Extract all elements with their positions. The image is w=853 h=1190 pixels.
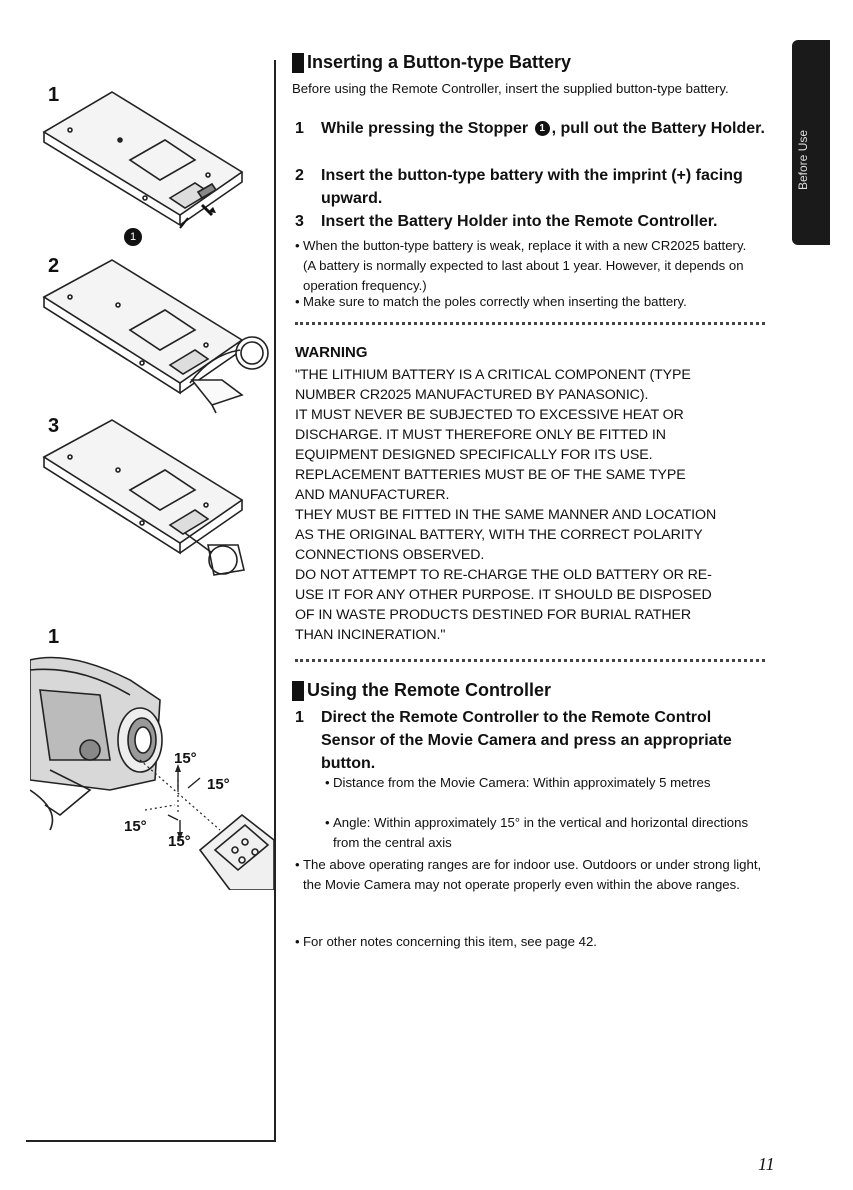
heading-marker <box>292 681 304 701</box>
subnote-distance: • Distance from the Movie Camera: Within approximately 5 metres <box>325 773 775 793</box>
stopper-callout: 1 <box>124 228 142 246</box>
angle-label-top: 15° <box>174 750 197 767</box>
note-poles: • Make sure to match the poles correctly when inserting the battery. <box>295 292 775 312</box>
warning-line: IT MUST NEVER BE SUBJECTED TO EXCESSIVE HEAT OR <box>295 407 684 423</box>
divider <box>295 659 765 662</box>
intro-paragraph: Before using the Remote Controller, insert the supplied button-type battery. <box>292 81 729 96</box>
figure-3-label: 3 <box>48 415 60 437</box>
note-text: Make sure to match the poles correctly when inserting the battery. <box>303 294 687 309</box>
warning-line: EQUIPMENT DESIGNED SPECIFICALLY FOR ITS USE. <box>295 447 653 463</box>
warning-line: USE IT FOR ANY OTHER PURPOSE. IT SHOULD BE DISPOSED <box>295 587 712 603</box>
warning-line: CONNECTIONS OBSERVED. <box>295 547 485 563</box>
section-heading-remote <box>292 680 551 701</box>
warning-line: NUMBER CR2025 MANUFACTURED BY PANASONIC). <box>295 387 649 403</box>
figure-1-label: 1 <box>48 84 60 106</box>
angle-label-right: 15° <box>207 776 230 793</box>
warning-line: DISCHARGE. IT MUST THEREFORE ONLY BE FITTED IN <box>295 427 666 443</box>
step-text: Direct the Remote Controller to the Remote Control Sensor of the Movie Camera and press an appropriate button. <box>321 709 732 772</box>
warning-line: THAN INCINERATION." <box>295 627 446 643</box>
note-text: Distance from the Movie Camera: Within approximately 5 metres <box>333 775 711 790</box>
warning-line: "THE LITHIUM BATTERY IS A CRITICAL COMPONENT (TYPE <box>295 367 691 383</box>
step-number: 2 <box>295 167 304 184</box>
warning-body <box>295 365 775 645</box>
note-text: When the button-type battery is weak, replace it with a new CR2025 battery. (A battery is normally expected to last about 1 year. However, it depends on operation frequency.) <box>303 238 747 293</box>
stopper-marker: 1 <box>535 121 550 136</box>
remote-illustration-2 <box>30 255 270 415</box>
page-number: 11 <box>758 1154 775 1174</box>
step-text <box>321 117 766 140</box>
note-operating-range: • The above operating ranges are for indoor use. Outdoors or under strong light, the Movie Camera may not operate properly even within the above ranges. <box>295 855 775 895</box>
subnote-angle: • Angle: Within approximately 15° in the vertical and horizontal directions from the central axis <box>325 813 775 853</box>
angle-label-bottom: 15° <box>168 833 191 850</box>
step-text: Insert the button-type battery with the imprint (+) facing upward. <box>321 167 743 207</box>
warning-line: AND MANUFACTURER. <box>295 487 450 503</box>
heading-marker <box>292 53 304 73</box>
divider <box>295 322 765 325</box>
step-3 <box>295 210 770 233</box>
remote-illustration-3 <box>30 415 270 585</box>
note-text: For other notes concerning this item, see page 42. <box>303 934 597 949</box>
step-text: Insert the Battery Holder into the Remote Controller. <box>321 213 718 230</box>
section-title: Inserting a Button-type Battery <box>307 52 572 72</box>
figure-4-label: 1 <box>48 626 60 648</box>
note-text: The above operating ranges are for indoor use. Outdoors or under strong light, the Movie Camera may not operate properly even within the above ranges. <box>303 857 762 892</box>
section-tab-label: Before Use <box>796 129 810 191</box>
remote-illustration-1 <box>30 80 270 250</box>
camera-illustration <box>30 640 274 890</box>
figure-2-label: 2 <box>48 255 60 277</box>
note-text: Angle: Within approximately 15° in the vertical and horizontal directions from the central axis <box>333 815 749 850</box>
step-number: 3 <box>295 213 304 230</box>
section-heading-battery <box>292 52 571 73</box>
warning-line: OF IN WASTE PRODUCTS DESTINED FOR BURIAL RATHER <box>295 607 691 623</box>
warning-line: AS THE ORIGINAL BATTERY, WITH THE CORRECT POLARITY <box>295 527 703 543</box>
step-number: 1 <box>295 709 304 726</box>
step-text-before: While pressing the Stopper <box>321 120 529 137</box>
note-see-page: • For other notes concerning this item, see page 42. <box>295 932 775 952</box>
step-1 <box>295 117 770 140</box>
warning-title: WARNING <box>295 344 368 361</box>
warning-line: DO NOT ATTEMPT TO RE-CHARGE THE OLD BATTERY OR RE- <box>295 567 712 583</box>
step-2 <box>295 164 770 210</box>
warning-line: REPLACEMENT BATTERIES MUST BE OF THE SAME TYPE <box>295 467 686 483</box>
angle-label-left: 15° <box>124 818 147 835</box>
warning-line: THEY MUST BE FITTED IN THE SAME MANNER AND LOCATION <box>295 507 717 523</box>
note-battery-weak: • When the button-type battery is weak, replace it with a new CR2025 battery. (A battery is normally expected to last about 1 year. However, it depends on operation frequency.) <box>295 236 765 296</box>
step-text-after: , pull out the Battery Holder. <box>551 120 765 137</box>
step-number: 1 <box>295 120 304 137</box>
section-title: Using the Remote Controller <box>307 680 552 700</box>
step-direct-remote <box>295 706 770 775</box>
